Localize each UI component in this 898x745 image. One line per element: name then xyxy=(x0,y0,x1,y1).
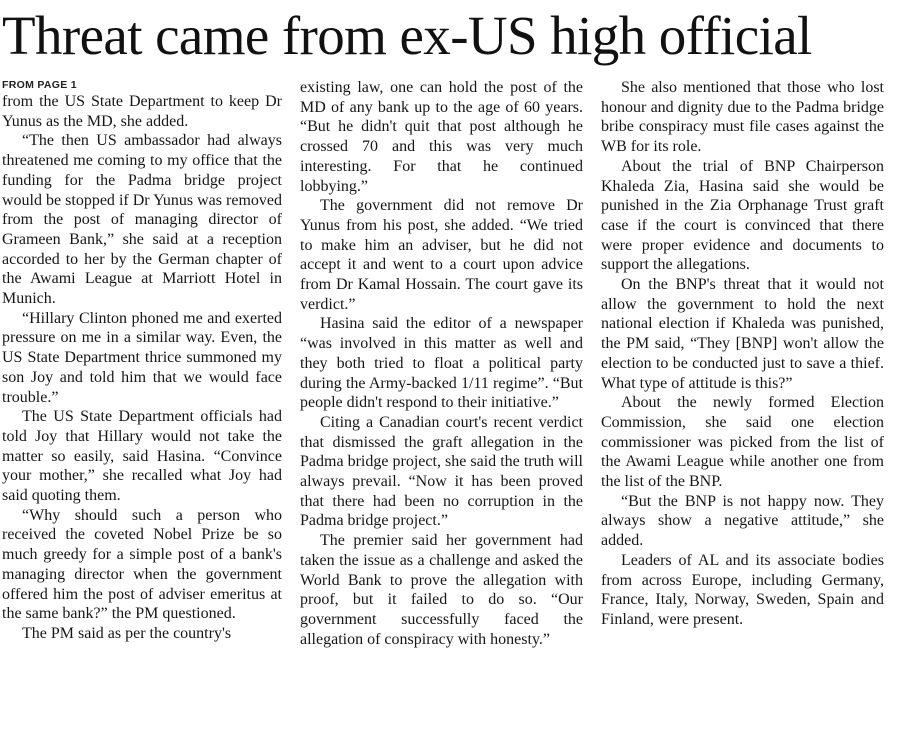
paragraph: “Why should such a person who received the coveted Nobel Prize be so much greedy for a simple post of a bank's managing director when the government offered him the post of adviser emeritus at the same bank?” the PM questioned. xyxy=(2,506,282,623)
article-body xyxy=(0,78,898,745)
paragraph: Leaders of AL and its associate bodies from across Europe, including Germany, France, Italy, Norway, Sweden, Spain and Finland, were present. xyxy=(601,551,884,628)
headline: Threat came from ex-US high official xyxy=(2,5,812,66)
paragraph: Citing a Canadian court's recent verdict that dismissed the graft allegation in the Padma bridge project, she said the truth will always prevail. “Now it has been proved that there had been no corruption in the Padma bridge project.” xyxy=(300,413,583,530)
paragraph: The PM said as per the country's xyxy=(22,624,232,642)
column-2 xyxy=(300,78,583,738)
column-3 xyxy=(601,78,884,738)
paragraph: The US State Department officials had told Joy that Hillary would not take the matter so easily, said Hasina. “Convince your mother,” she recalled what Joy had said quoting them. xyxy=(2,408,282,505)
paragraph: “But the BNP is not happy now. They always show a negative attitude,” she added. xyxy=(601,492,884,550)
paragraph: About the newly formed Election Commission, she said one election commissioner was picked from the list of the Awami League while another one from the list of the BNP. xyxy=(601,394,884,491)
paragraph: About the trial of BNP Chairperson Khaleda Zia, Hasina said she would be punished in the Zia Orphanage Trust graft case if the court is convinced that there were proper evidence and documents to support the allegations. xyxy=(601,157,884,274)
paragraph: “Hillary Clinton phoned me and exerted pressure on me in a similar way. Even, the US State Department thrice summoned my son Joy and told him that we would face trouble.” xyxy=(2,309,282,406)
paragraph: from the US State Department to keep Dr Yunus as the MD, she added. xyxy=(2,93,282,130)
paragraph: The premier said her government had taken the issue as a challenge and asked the World Bank to prove the allegation with proof, but it failed to do so. “Our government successfully faced the allegation of conspiracy with honesty.” xyxy=(300,532,583,648)
continuation-kicker: FROM PAGE 1 xyxy=(2,79,77,91)
paragraph: The government did not remove Dr Yunus from his post, she added. “We tried to make him an adviser, but he did not accept it and went to a court upon advice from Dr Kamal Hossain. The court gave its verdict.” xyxy=(300,197,583,313)
column-1 xyxy=(2,78,282,738)
paragraph: She also mentioned that those who lost honour and dignity due to the Padma bridge bribe conspiracy must file cases against the WB for its role. xyxy=(601,79,884,156)
paragraph: existing law, one can hold the post of the MD of any bank up to the age of 60 years. “But he didn't quit that post although he crossed 70 and this was very much interesting. For that he continued lobbying.” xyxy=(300,79,583,195)
paragraph: “The then US ambassador had always threatened me coming to my office that the funding for the Padma bridge project would be stopped if Dr Yunus was removed from the post of managing director of Grameen Bank,” she said at a reception accorded to her by the German chapter of the Awami League at Marriott Hotel in Munich. xyxy=(2,132,282,308)
paragraph: On the BNP's threat that it would not allow the government to hold the next national election if Khaleda was punished, the PM said, “They [BNP] won't allow the election to be conducted just to save a thief. What type of attitude is this?” xyxy=(601,276,884,392)
paragraph: Hasina said the editor of a newspaper “was involved in this matter as well and they both tried to float a political party during the Army-backed 1/11 regime”. “But people didn't respond to their initiative.” xyxy=(300,315,583,412)
